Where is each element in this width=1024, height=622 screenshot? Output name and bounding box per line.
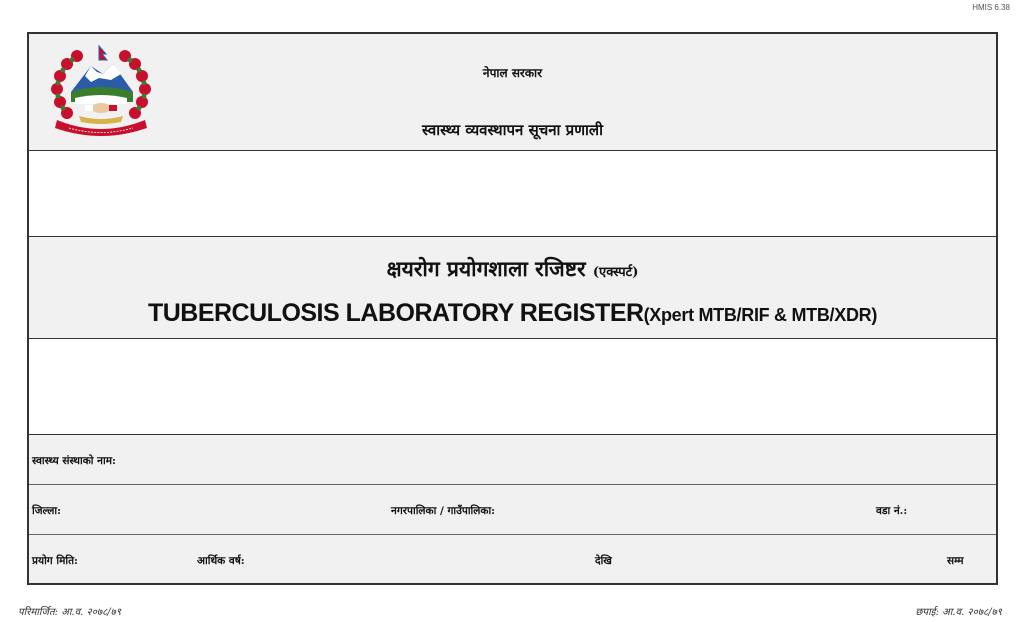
- header-section: [29, 34, 996, 150]
- title-nepali-main: क्षयरोग प्रयोगशाला रजिष्टर: [386, 256, 586, 281]
- register-cover-sheet: [27, 32, 998, 585]
- system-name: स्वास्थ्य व्यवस्थापन सूचना प्रणाली: [422, 121, 603, 139]
- district-label: जिल्ला:: [32, 505, 61, 517]
- version-code: HMIS 6.38: [972, 3, 1010, 12]
- title-english: [29, 299, 996, 328]
- municipality-label: नगरपालिका / गाउँपालिका:: [391, 505, 496, 517]
- title-english-sub: (Xpert MTB/RIF & MTB/XDR): [643, 305, 878, 325]
- title-english-main: TUBERCULOSIS LABORATORY REGISTER: [147, 299, 644, 327]
- title-section: [29, 236, 996, 338]
- title-nepali-sub: (एक्स्पर्ट): [592, 265, 639, 280]
- government-name: नेपाल सरकार: [482, 66, 543, 80]
- blank-section-upper: [29, 150, 996, 236]
- fiscal-year-label: आर्थिक वर्ष:: [197, 555, 245, 567]
- ward-no-label: वडा नं.:: [876, 505, 908, 517]
- revised-note: परिमार्जित: आ.व. २०७८/७९: [18, 607, 122, 618]
- to-label: सम्म: [947, 555, 964, 567]
- facility-name-label: स्वास्थ्य संस्थाको नाम:: [32, 455, 116, 467]
- title-nepali: [29, 255, 996, 283]
- start-date-label: प्रयोग मिति:: [32, 555, 78, 567]
- printed-note: छपाई: आ.व. २०७८/७९: [915, 607, 1002, 618]
- location-row: [29, 484, 996, 534]
- date-row: [29, 534, 996, 583]
- from-label: देखि: [595, 555, 612, 567]
- blank-section-lower: [29, 338, 996, 434]
- facility-row: [29, 434, 996, 484]
